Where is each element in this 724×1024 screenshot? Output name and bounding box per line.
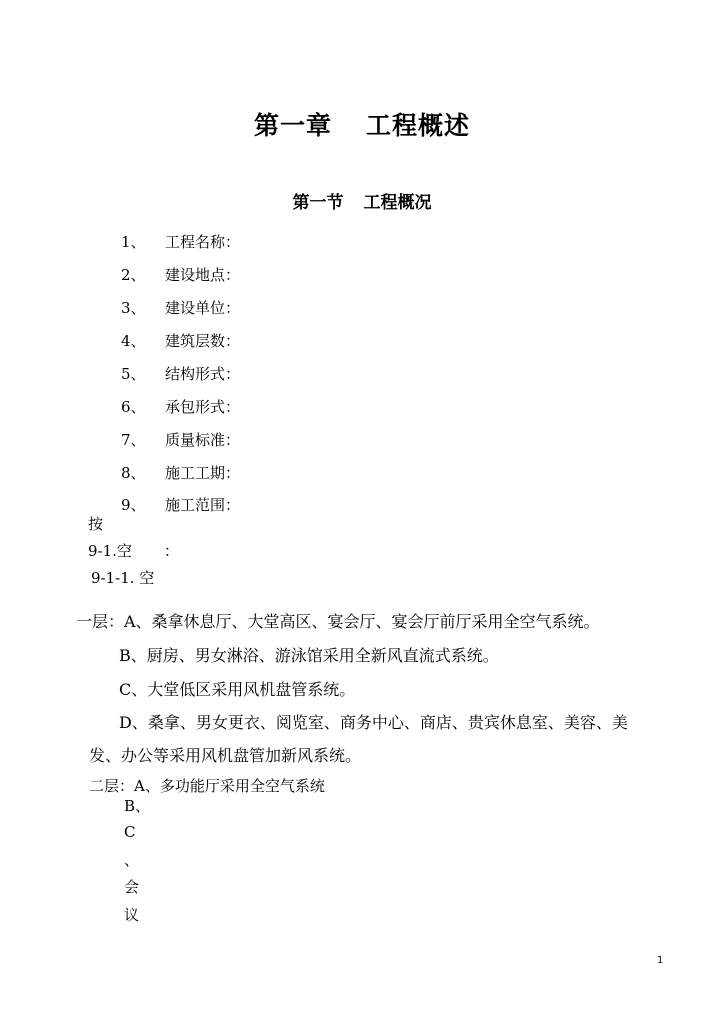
section-name: 工程概况 (363, 193, 432, 213)
list-item (121, 462, 240, 483)
item-number: 6、 (121, 398, 146, 416)
floor1-line-d1: D、桑拿、男女更衣、阅览室、商务中心、商店、贵宾休息室、美容、美 (119, 713, 628, 732)
section-title (0, 188, 724, 213)
list-item (121, 363, 240, 384)
subheading-label: 9-1.空 (88, 542, 132, 560)
chapter-label: 第一章 (253, 111, 332, 140)
floor2-line-a: 二层：A、多功能厅采用全空气系统 (89, 777, 325, 795)
list-item (121, 264, 240, 285)
item-number: 2、 (121, 266, 146, 284)
floor1-line-c: C、大堂低区采用风机盘管系统。 (119, 680, 356, 699)
item-text: 施工工期： (165, 464, 241, 482)
item-text: 结构形式： (165, 365, 241, 383)
page-number: 1 (657, 955, 664, 966)
list-item (121, 297, 240, 318)
fragment-an: 按 (88, 515, 104, 533)
subheading-colon: ： (163, 542, 179, 560)
floor2-vertical-char: 、 (124, 851, 140, 869)
list-item (121, 396, 240, 417)
item-number: 1、 (121, 233, 146, 251)
chapter-name: 工程概述 (366, 111, 471, 140)
item-text: 施工范围： (165, 496, 241, 514)
item-number: 4、 (121, 332, 146, 350)
item-text: 建筑层数： (165, 332, 241, 350)
item-number: 9、 (121, 496, 146, 514)
item-text: 建设单位： (165, 299, 241, 317)
item-text: 工程名称： (165, 233, 241, 251)
list-item (121, 231, 240, 252)
item-text: 建设地点： (165, 266, 241, 284)
floor2-vertical-char: 议 (124, 906, 140, 924)
list-item (121, 494, 240, 515)
subheading-9-1 (88, 540, 179, 561)
subheading-9-1-1: 9-1-1. 空 (91, 569, 155, 587)
item-number: 5、 (121, 365, 146, 383)
floor1-line-d2: 发、办公等采用风机盘管加新风系统。 (89, 746, 362, 765)
item-number: 3、 (121, 299, 146, 317)
floor2-vertical-char: 会 (124, 878, 140, 896)
floor1-line-a: 一层：A、桑拿休息厅、大堂高区、宴会厅、宴会厅前厅采用全空气系统。 (76, 612, 600, 631)
floor1-line-b: B、厨房、男女淋浴、游泳馆采用全新风直流式系统。 (119, 646, 499, 665)
list-item (121, 330, 240, 351)
item-number: 7、 (121, 431, 146, 449)
section-label: 第一节 (292, 193, 344, 213)
item-text: 承包形式： (165, 398, 241, 416)
chapter-title (0, 106, 724, 142)
item-text: 质量标准： (165, 431, 241, 449)
floor2-vertical-char: C (124, 823, 136, 841)
item-number: 8、 (121, 464, 146, 482)
floor2-vertical-char: B、 (124, 797, 151, 815)
list-item (121, 429, 240, 450)
